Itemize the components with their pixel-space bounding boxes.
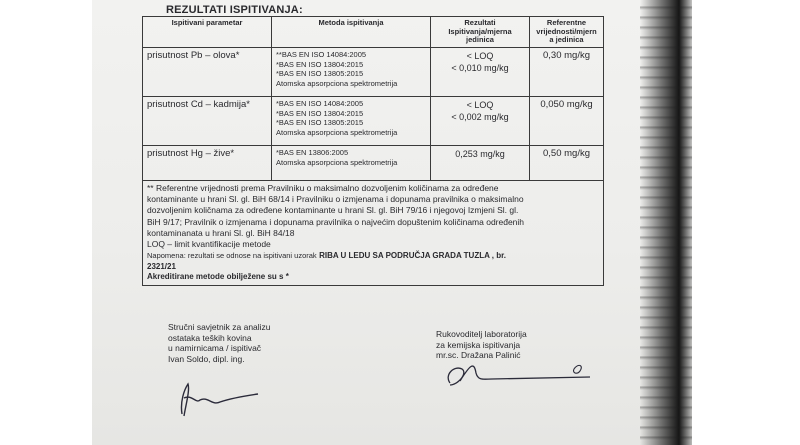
notes-line: kontaminanata u hrani Sl. gl. BiH 84/18 (147, 227, 295, 238)
section-title: REZULTATI ISPITIVANJA: (166, 4, 303, 16)
header-ref: Referentne vrijednosti/mjern a jedinica (530, 17, 604, 48)
method-line: *BAS EN ISO 14084:2005 (276, 98, 364, 108)
result-cell (431, 96, 530, 145)
table-header-row (143, 17, 604, 48)
signer-left-line: Stručni savjetnik za analizu (168, 322, 271, 332)
reference-cell: 0,050 mg/kg (530, 96, 604, 145)
method-line: *BAS EN ISO 13804:2015 (276, 108, 364, 118)
method-line: **BAS EN ISO 14084:2005 (276, 49, 367, 59)
notes-line: BiH 9/17; Pravilnik o izmjenama i dopunama pravilnika o najvećim dopuštenim količinama određenih (147, 216, 525, 227)
method-line: Atomska apsorpciona spektrometrija (276, 79, 398, 89)
result-cell (431, 145, 530, 180)
napomena-prefix: Napomena: rezultati se odnose na ispitivani uzorak (147, 251, 317, 261)
table-row-hg (143, 145, 604, 180)
reference-cell: 0,50 mg/kg (530, 145, 604, 180)
accredited-note: Akreditirane metode obilježene su s * (147, 272, 289, 282)
signer-left-line: ostataka teških kovina (168, 332, 252, 343)
table-notes-row (143, 180, 604, 285)
param-cell: prisutnost Cd – kadmija* (143, 96, 272, 145)
header-param: Ispitivani parametar (143, 17, 272, 48)
result-value: < LOQ (466, 99, 494, 110)
method-cell (272, 96, 431, 145)
signer-left-name: Ivan Soldo, dipl. ing. (168, 353, 245, 364)
method-cell (272, 145, 431, 180)
param-cell: prisutnost Hg – žive* (143, 145, 272, 180)
signer-left-block (168, 322, 271, 365)
signer-right-name: mr.sc. Dražana Palinić (436, 350, 521, 361)
header-method: Metoda ispitivanja (272, 17, 431, 48)
method-line: *BAS EN ISO 13804:2015 (276, 59, 364, 69)
method-line: Atomska apsorpciona spektrometrija (276, 157, 398, 167)
notes-line: kontaminante u hrani Sl. gl. BiH 68/14 i Pravilniku o izmjenama i dopunama pravilnika o maksimalno (147, 194, 524, 205)
signature-left-icon (174, 376, 264, 420)
table-row-pb (143, 47, 604, 96)
notes-cell (143, 180, 604, 285)
method-line: *BAS EN ISO 13805:2015 (276, 118, 364, 128)
signature-right-icon (440, 355, 600, 395)
signer-left-line: u namirnicama / ispitivač (168, 343, 262, 354)
notes-line: ** Referentne vrijednosti prema Pravilniku o maksimalno dozvoljenim količinama za određene (147, 182, 499, 193)
table-row-cd (143, 96, 604, 145)
result-value: < LOQ (466, 50, 494, 61)
header-result: Rezultati Ispitivanja/mjerna jedinica (431, 17, 530, 48)
param-cell: prisutnost Pb – olova* (143, 47, 272, 96)
signer-right-line: Rukovoditelj laboratorija (436, 329, 527, 339)
results-table (142, 16, 604, 286)
method-cell (272, 47, 431, 96)
signer-right-line: za kemijska ispitivanja (436, 339, 521, 350)
notes-line: dozvoljenim količnama za određene kontaminante u hrani Sl. gl. BiH 79/16 i njegovoj Izmjeni Sl. gl. (147, 205, 519, 216)
reference-cell: 0,30 mg/kg (530, 47, 604, 96)
method-line: Atomska apsorpciona spektrometrija (276, 128, 398, 138)
sample-number: 2321/21 (147, 261, 176, 271)
scan-shadow-edge (640, 0, 692, 445)
loq-definition: LOQ – limit kvantifikacije metode (147, 238, 271, 249)
sample-name: RIBA U LEDU SA PODRUČJA GRADA TUZLA , br. (319, 251, 507, 261)
method-line: *BAS EN 13806:2005 (276, 147, 349, 157)
napomena-line (147, 250, 599, 262)
result-value: < 0,002 mg/kg (451, 112, 509, 123)
result-value: 0,253 mg/kg (455, 148, 505, 159)
method-line: *BAS EN ISO 13805:2015 (276, 69, 364, 79)
result-cell (431, 47, 530, 96)
result-value: < 0,010 mg/kg (451, 63, 509, 74)
